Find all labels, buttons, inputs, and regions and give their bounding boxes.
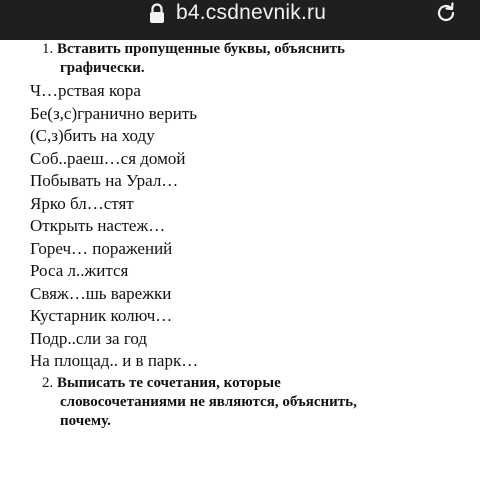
list-item: Побывать на Урал…: [30, 171, 179, 190]
list-item: Бе(з,с)гранично верить: [30, 103, 198, 123]
reload-icon[interactable]: [434, 1, 458, 25]
task-1-line-2: графически.: [60, 60, 145, 76]
list-item: Подр..сли за год: [30, 328, 148, 348]
list-item: Свяж…шь варежки: [30, 283, 172, 303]
task-1-heading: [42, 40, 462, 78]
exercise-list: [30, 80, 198, 373]
list-item: Роса л..жится: [30, 261, 129, 280]
task-2-line-2: словосочетаниями не являются, объяснить,: [60, 394, 357, 410]
task-2-heading: [42, 374, 462, 431]
browser-address-bar[interactable]: [0, 0, 480, 40]
task-1-line-1: Вставить пропущенные буквы, объяснить: [57, 41, 345, 57]
list-item: Кустарник колюч…: [30, 306, 173, 325]
document-page: [0, 40, 480, 480]
task-2-line-1: Выписать те сочетания, которые: [57, 375, 281, 391]
list-item: Гореч… поражений: [30, 238, 173, 258]
list-item: Ч…рствая кора: [30, 81, 141, 100]
list-item: На площад.. и в парк…: [30, 351, 199, 370]
task-2-number: 2.: [42, 375, 54, 391]
list-item: Открыть настеж…: [30, 216, 166, 235]
list-item: Ярко бл…стят: [30, 193, 134, 213]
list-item: Соб..раеш…ся домой: [30, 148, 186, 168]
list-item: (С,з)бить на ходу: [30, 126, 155, 145]
task-1-number: 1.: [42, 41, 54, 57]
url-text[interactable]: b4.csdnevnik.ru: [176, 1, 327, 24]
lock-icon: [148, 3, 166, 23]
task-2-line-3: почему.: [60, 413, 111, 429]
